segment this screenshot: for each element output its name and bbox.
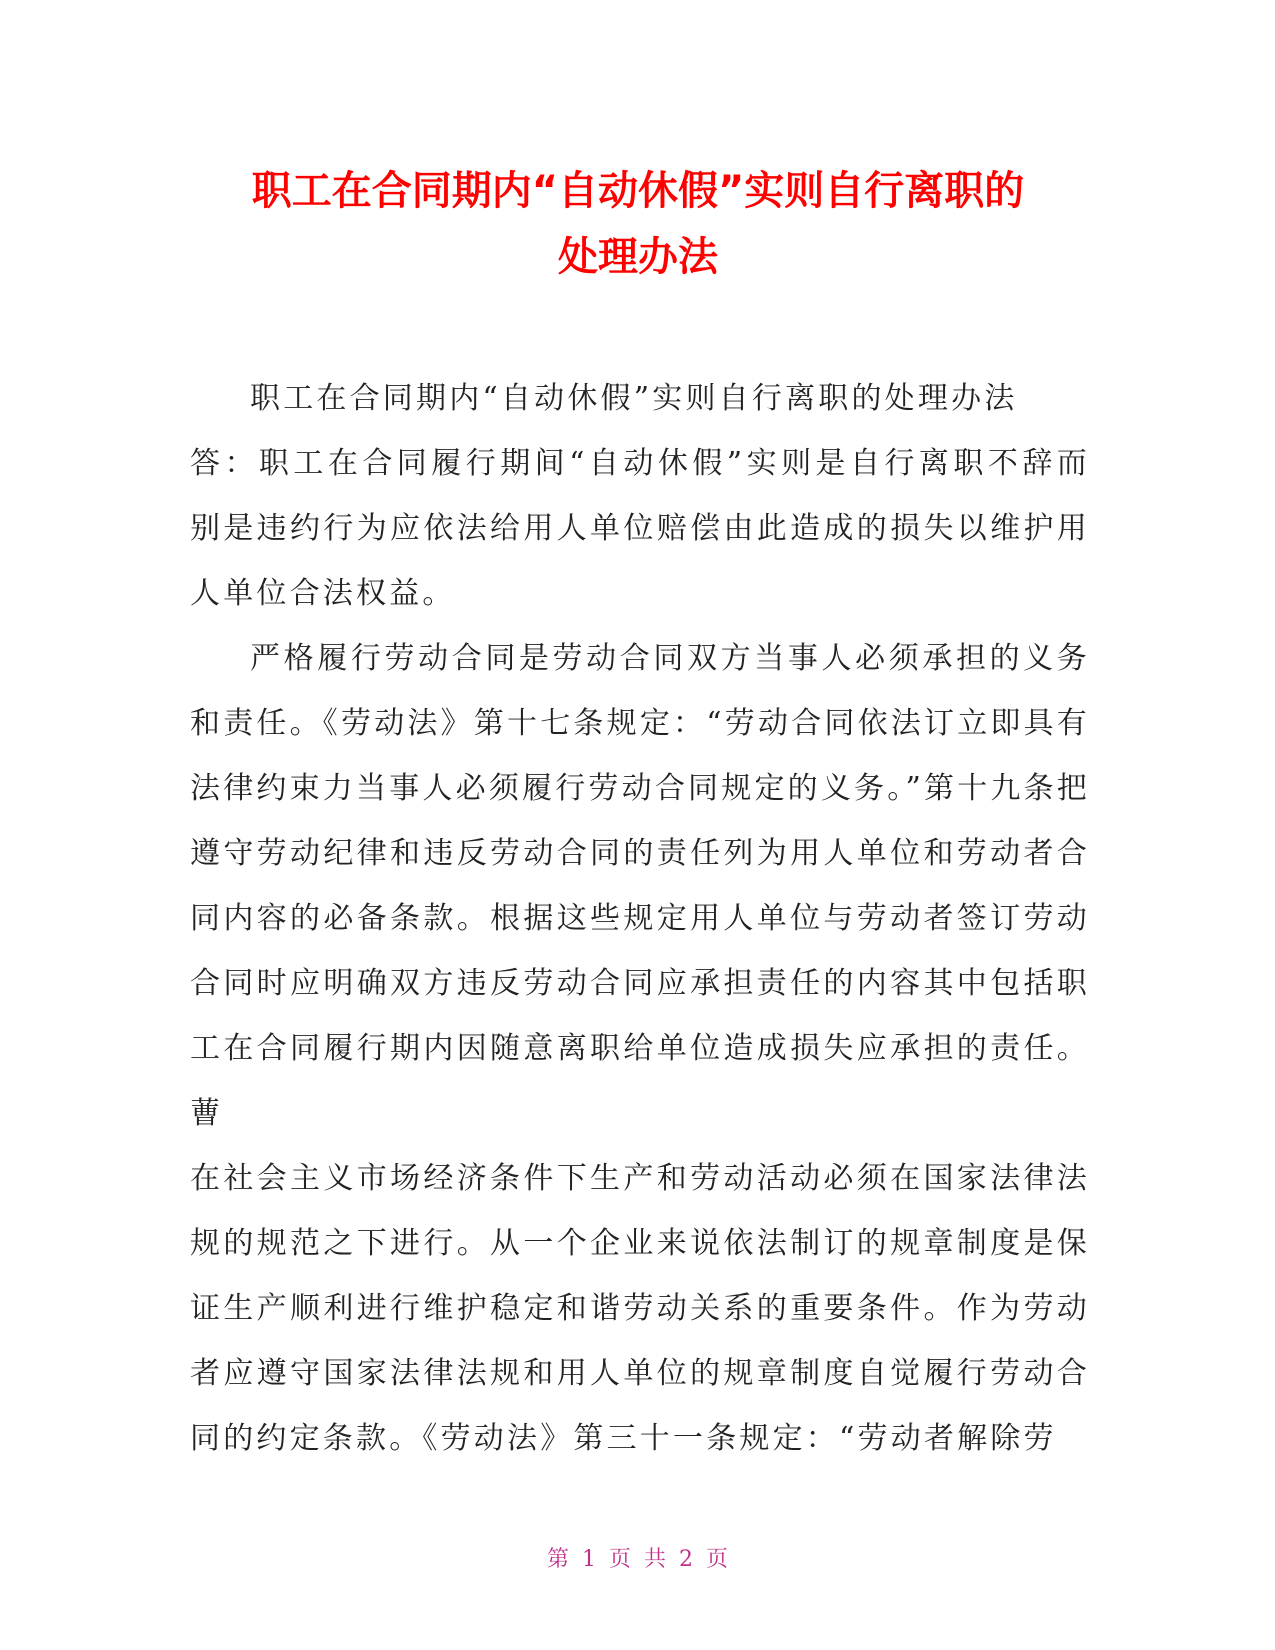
paragraph-contract-duty: 严格履行劳动合同是劳动合同双方当事人必须承担的义务和责任。《劳动法》第十七条规定：“劳动合同依法订立即具有法律约束力当事人必须履行劳动合同规定的义务。”第十九条把遵守劳动纪律和违反劳动合同的责任列为用人单位和劳动者合同内容的必备条款。根据这些规定用人单位与劳动者签订劳动合同时应明确双方违反劳动合同应承担责任的内容其中包括职工在合同履行期内因随意离职给单位造成损失应承担的责任。蓸 bbox=[190, 641, 1090, 1131]
document-body bbox=[190, 366, 1090, 1471]
paragraph-market-economy: 在社会主义市场经济条件下生产和劳动活动必须在国家法律法规的规范之下进行。从一个企业来说依法制订的规章制度是保证生产顺利进行维护稳定和谐劳动关系的重要条件。作为劳动者应遵守国家法律法规和用人单位的规章制度自觉履行劳动合同的约定条款。《劳动法》第三十一条规定：“劳动者解除劳 bbox=[190, 1161, 1090, 1456]
title-line-2: 处理办法 bbox=[558, 234, 718, 280]
paragraph-answer: 答：职工在合同履行期间“自动休假”实则是自行离职不辞而别是违约行为应依法给用人单位赔偿由此造成的损失以维护用人单位合法权益。 bbox=[190, 446, 1090, 611]
title-line-1: 职工在合同期内“自动休假”实则自行离职的 bbox=[251, 168, 1025, 214]
document-title bbox=[180, 158, 1096, 290]
paragraph-heading: 职工在合同期内“自动休假”实则自行离职的处理办法 bbox=[250, 381, 1018, 416]
page-number-footer: 第 1 页 共 2 页 bbox=[547, 1547, 728, 1572]
